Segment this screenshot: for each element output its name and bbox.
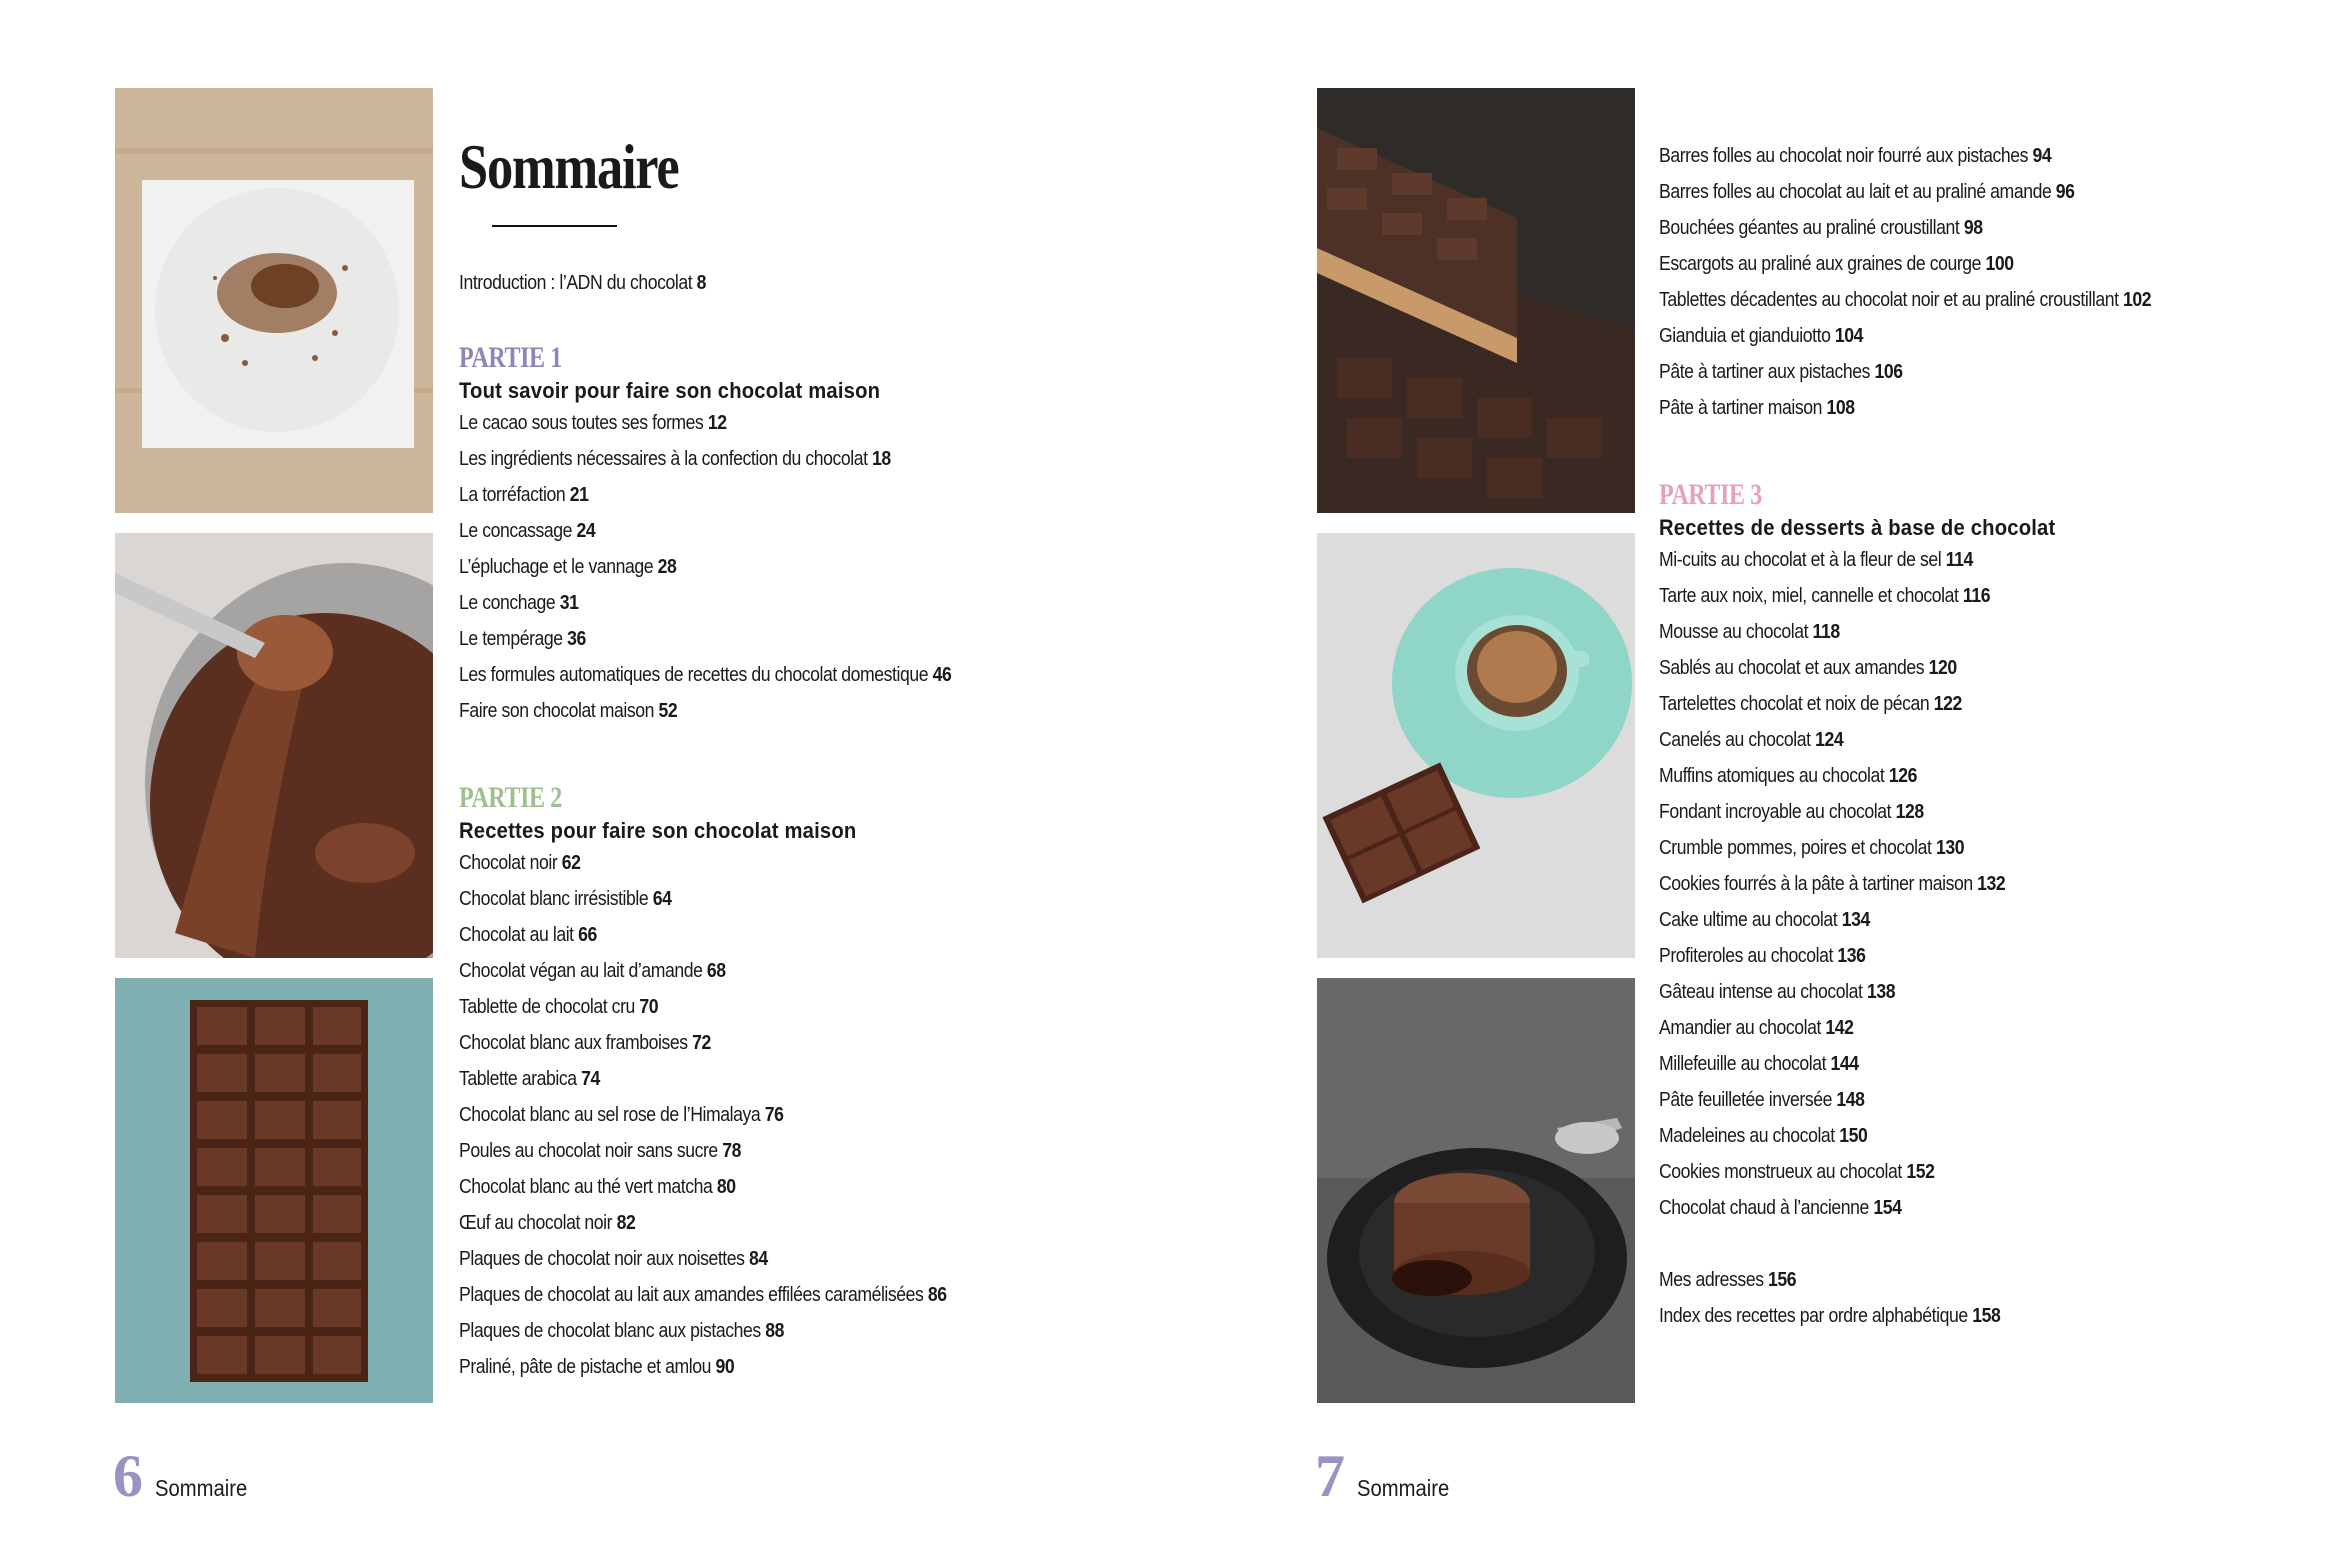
- toc-entry: [1659, 578, 2151, 614]
- toc-entry-title: Faire son chocolat maison: [459, 699, 655, 722]
- toc-entry-page: 128: [1895, 800, 1924, 823]
- toc-entry: [1659, 1154, 2151, 1190]
- part1-list: [459, 405, 1032, 729]
- toc-entry-page: 12: [707, 411, 727, 434]
- toc-entry-page: 106: [1874, 360, 1903, 383]
- toc-entry-page: 124: [1815, 728, 1844, 751]
- toc-entry-title: Fondant incroyable au chocolat: [1659, 800, 1892, 823]
- toc-entry: [1659, 830, 2151, 866]
- left-folio: [113, 1443, 260, 1509]
- part2-label: PARTIE 2: [459, 781, 562, 814]
- toc-entry-title: Pâte feuilletée inversée: [1659, 1088, 1832, 1111]
- toc-entry: [1659, 650, 2151, 686]
- toc-entry-title: Mes adresses: [1659, 1268, 1764, 1291]
- toc-entry-page: 18: [872, 447, 891, 470]
- toc-entry-page: 104: [1834, 324, 1864, 347]
- toc-entry-title: Le concassage: [459, 519, 573, 542]
- toc-entry-page: 142: [1825, 1016, 1854, 1039]
- toc-entry-title: Barres folles au chocolat au lait et au praliné amande: [1659, 180, 2052, 203]
- toc-entry-page: 80: [716, 1175, 736, 1198]
- toc-entry: [459, 1205, 951, 1241]
- toc-entry: [459, 917, 951, 953]
- toc-entry-page: 74: [581, 1067, 600, 1090]
- part2-continued-list: [1659, 138, 2231, 426]
- toc-entry-title: Tablette arabica: [459, 1067, 577, 1090]
- toc-entry-page: 98: [1963, 216, 1983, 239]
- toc-entry-page: 28: [657, 555, 677, 578]
- toc-entry-page: 84: [749, 1247, 768, 1270]
- toc-entry: [459, 989, 951, 1025]
- toc-entry-title: Gianduia et gianduiotto: [1659, 324, 1831, 347]
- toc-entry: [1659, 354, 2151, 390]
- toc-entry: [1659, 318, 2151, 354]
- toc-entry: [1659, 174, 2151, 210]
- chocolate-bar-turquoise-photo: [115, 978, 433, 1403]
- part3-subtitle: Recettes de desserts à base de chocolat: [1659, 515, 2056, 540]
- toc-entry: [1659, 210, 2151, 246]
- toc-entry-page: 144: [1830, 1052, 1859, 1075]
- toc-entry: [459, 405, 951, 441]
- title-underline: [492, 225, 617, 227]
- espresso-cup-chocolate-photo: [1317, 533, 1635, 958]
- toc-entry-title: Chocolat blanc aux framboises: [459, 1031, 688, 1054]
- toc-entry: [459, 549, 951, 585]
- toc-entry-page: 120: [1928, 656, 1957, 679]
- toc-entry-title: Sablés au chocolat et aux amandes: [1659, 656, 1925, 679]
- melted-chocolate-spoon-photo: [115, 533, 433, 958]
- toc-entry-page: 108: [1826, 396, 1855, 419]
- toc-entry-page: 158: [1972, 1304, 2001, 1327]
- toc-entry: [459, 585, 951, 621]
- toc-entry-page: 148: [1836, 1088, 1865, 1111]
- cocoa-powder-plate-photo: [115, 88, 433, 513]
- left-toc-column: [459, 131, 1032, 1385]
- toc-entry-title: Tarte aux noix, miel, cannelle et chocolat: [1659, 584, 1959, 607]
- toc-entry: [1659, 282, 2151, 318]
- toc-entry-title: Praliné, pâte de pistache et amlou: [459, 1355, 711, 1378]
- toc-entry-page: 24: [576, 519, 596, 542]
- toc-entry-title: Muffins atomiques au chocolat: [1659, 764, 1885, 787]
- toc-entry: [459, 1313, 951, 1349]
- toc-entry: [459, 845, 951, 881]
- right-running-head: Sommaire: [1357, 1475, 1450, 1501]
- toc-entry-page: 114: [1945, 548, 1973, 571]
- toc-entry-page: 52: [658, 699, 678, 722]
- toc-entry: [1659, 866, 2151, 902]
- toc-entry: [459, 621, 951, 657]
- toc-entry: [1659, 902, 2151, 938]
- toc-entry-page: 46: [932, 663, 952, 686]
- toc-entry-title: Escargots au praliné aux graines de courge: [1659, 252, 1982, 275]
- toc-entry-title: L’épluchage et le vannage: [459, 555, 654, 578]
- toc-entry-title: Chocolat blanc irrésistible: [459, 887, 649, 910]
- toc-entry-title: Poules au chocolat noir sans sucre: [459, 1139, 718, 1162]
- toc-entry-page: 66: [578, 923, 597, 946]
- right-page-number: 7: [1315, 1443, 1345, 1509]
- toc-entry: [1659, 722, 2151, 758]
- toc-entry-title: Cake ultime au chocolat: [1659, 908, 1838, 931]
- toc-entry: [1659, 1190, 2151, 1226]
- toc-entry: [1659, 1046, 2151, 1082]
- toc-entry-title: Chocolat au lait: [459, 923, 574, 946]
- toc-entry-page: 150: [1839, 1124, 1868, 1147]
- toc-entry-title: Bouchées géantes au praliné croustillant: [1659, 216, 1960, 239]
- toc-entry-title: Plaques de chocolat noir aux noisettes: [459, 1247, 745, 1270]
- toc-entry: [459, 1241, 951, 1277]
- toc-entry-page: 72: [692, 1031, 711, 1054]
- part2-list: [459, 845, 1032, 1385]
- toc-entry: [1659, 1082, 2151, 1118]
- right-folio: [1315, 1443, 1462, 1509]
- toc-entry: [1659, 390, 2151, 426]
- toc-entry-page: 122: [1933, 692, 1962, 715]
- toc-entry-title: Pâte à tartiner maison: [1659, 396, 1823, 419]
- toc-entry-title: Madeleines au chocolat: [1659, 1124, 1835, 1147]
- toc-entry-page: 94: [2032, 144, 2052, 167]
- toc-entry: [1659, 542, 2151, 578]
- toc-entry: [459, 1061, 951, 1097]
- toc-entry-page: 152: [1906, 1160, 1935, 1183]
- toc-entry-title: La torréfaction: [459, 483, 566, 506]
- toc-entry: [1659, 1010, 2151, 1046]
- intro-text: Introduction : l’ADN du chocolat: [459, 271, 693, 294]
- toc-entry-title: Les formules automatiques de recettes du chocolat domestique: [459, 663, 929, 686]
- toc-entry: [1659, 794, 2151, 830]
- intro-entry: [459, 265, 951, 301]
- part1-subtitle: Tout savoir pour faire son chocolat maison: [459, 378, 881, 403]
- toc-entry-title: Profiteroles au chocolat: [1659, 944, 1833, 967]
- toc-entry-title: Canelés au chocolat: [1659, 728, 1811, 751]
- lava-cake-plate-photo: [1317, 978, 1635, 1403]
- toc-entry: [459, 513, 951, 549]
- right-toc-column: [1659, 138, 2231, 1334]
- toc-entry-page: 132: [1977, 872, 2006, 895]
- toc-entry-page: 62: [561, 851, 581, 874]
- toc-entry-title: Chocolat végan au lait d’amande: [459, 959, 703, 982]
- toc-entry-page: 86: [927, 1283, 947, 1306]
- toc-entry: [1659, 1298, 2151, 1334]
- toc-entry: [1659, 974, 2151, 1010]
- toc-entry-page: 70: [639, 995, 659, 1018]
- toc-entry: [459, 1277, 951, 1313]
- toc-entry: [459, 953, 951, 989]
- toc-entry-page: 31: [559, 591, 579, 614]
- toc-entry-page: 21: [569, 483, 589, 506]
- toc-entry-title: Le tempérage: [459, 627, 563, 650]
- toc-entry: [1659, 246, 2151, 282]
- toc-entry-title: Chocolat noir: [459, 851, 558, 874]
- part3-label: PARTIE 3: [1659, 478, 1762, 511]
- toc-entry: [1659, 1262, 2151, 1298]
- toc-entry: [459, 1097, 951, 1133]
- toc-entry-title: Index des recettes par ordre alphabétique: [1659, 1304, 1968, 1327]
- toc-entry-title: Le conchage: [459, 591, 556, 614]
- toc-entry-title: Œuf au chocolat noir: [459, 1211, 613, 1234]
- toc-entry: [459, 1169, 951, 1205]
- toc-entry-page: 130: [1935, 836, 1965, 859]
- toc-entry-title: Les ingrédients nécessaires à la confection du chocolat: [459, 447, 868, 470]
- toc-entry-page: 96: [2055, 180, 2075, 203]
- toc-entry-title: Plaques de chocolat au lait aux amandes effilées caramélisées: [459, 1283, 924, 1306]
- toc-entry: [459, 1133, 951, 1169]
- toc-entry-title: Cookies fourrés à la pâte à tartiner maison: [1659, 872, 1973, 895]
- toc-entry-page: 36: [567, 627, 586, 650]
- toc-entry-page: 90: [715, 1355, 735, 1378]
- toc-entry-page: 68: [706, 959, 726, 982]
- toc-entry-page: 100: [1985, 252, 2014, 275]
- part1-label: PARTIE 1: [459, 341, 562, 374]
- toc-entry: [459, 881, 951, 917]
- toc-entry-title: Gâteau intense au chocolat: [1659, 980, 1863, 1003]
- toc-entry-title: Crumble pommes, poires et chocolat: [1659, 836, 1932, 859]
- left-page-number: 6: [113, 1443, 143, 1509]
- toc-entry-title: Mi-cuits au chocolat et à la fleur de sel: [1659, 548, 1942, 571]
- toc-entry: [1659, 614, 2151, 650]
- toc-entry: [459, 1349, 951, 1385]
- left-running-head: Sommaire: [155, 1475, 248, 1501]
- toc-entry-page: 64: [652, 887, 672, 910]
- toc-entry-page: 78: [722, 1139, 742, 1162]
- toc-entry-page: 76: [764, 1103, 784, 1126]
- appendix-list: [1659, 1262, 2231, 1334]
- toc-entry: [459, 657, 951, 693]
- toc-entry-page: 138: [1866, 980, 1896, 1003]
- toc-entry-page: 88: [765, 1319, 784, 1342]
- toc-entry-title: Le cacao sous toutes ses formes: [459, 411, 704, 434]
- toc-entry: [1659, 138, 2151, 174]
- toc-entry-page: 118: [1812, 620, 1840, 643]
- toc-entry-page: 154: [1873, 1196, 1902, 1219]
- toc-entry-title: Mousse au chocolat: [1659, 620, 1809, 643]
- toc-entry-title: Chocolat blanc au sel rose de l’Himalaya: [459, 1103, 761, 1126]
- toc-entry-page: 156: [1768, 1268, 1797, 1291]
- toc-entry: [459, 1025, 951, 1061]
- toc-entry-title: Tartelettes chocolat et noix de pécan: [1659, 692, 1930, 715]
- toc-entry-title: Plaques de chocolat blanc aux pistaches: [459, 1319, 761, 1342]
- toc-entry-page: 102: [2123, 288, 2152, 311]
- page-title: Sommaire: [459, 131, 679, 202]
- toc-entry-page: 116: [1962, 584, 1991, 607]
- toc-entry-title: Chocolat chaud à l’ancienne: [1659, 1196, 1869, 1219]
- toc-entry: [1659, 758, 2151, 794]
- toc-entry-title: Barres folles au chocolat noir fourré aux pistaches: [1659, 144, 2029, 167]
- toc-entry: [459, 477, 951, 513]
- toc-entry: [1659, 938, 2151, 974]
- toc-entry-page: 136: [1837, 944, 1866, 967]
- toc-entry-page: 126: [1888, 764, 1917, 787]
- toc-entry-page: 82: [616, 1211, 636, 1234]
- part3-list: [1659, 542, 2231, 1226]
- toc-entry: [459, 441, 951, 477]
- toc-entry-title: Chocolat blanc au thé vert matcha: [459, 1175, 713, 1198]
- toc-entry: [459, 693, 951, 729]
- toc-entry-title: Millefeuille au chocolat: [1659, 1052, 1827, 1075]
- stacked-chocolate-bars-photo: [1317, 88, 1635, 513]
- toc-entry-title: Pâte à tartiner aux pistaches: [1659, 360, 1870, 383]
- toc-entry-title: Cookies monstrueux au chocolat: [1659, 1160, 1902, 1183]
- toc-entry-page: 134: [1841, 908, 1870, 931]
- toc-entry-title: Tablette de chocolat cru: [459, 995, 635, 1018]
- toc-entry-title: Amandier au chocolat: [1659, 1016, 1821, 1039]
- toc-entry-title: Tablettes décadentes au chocolat noir et au praliné croustillant: [1659, 288, 2119, 311]
- intro-page: 8: [696, 271, 707, 294]
- toc-entry: [1659, 1118, 2151, 1154]
- toc-entry: [1659, 686, 2151, 722]
- part2-subtitle: Recettes pour faire son chocolat maison: [459, 818, 857, 843]
